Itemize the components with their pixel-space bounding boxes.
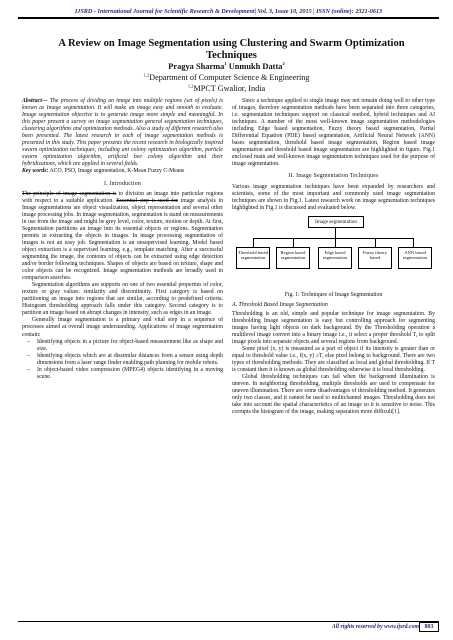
affiliation-institute bbox=[0, 84, 453, 93]
page-number: 803 bbox=[419, 622, 439, 632]
keywords-text: ACO, PSO, Image segmentation, K-Mean Fuzzy C-Means bbox=[48, 168, 185, 175]
diagram-node: Edge based segmentation bbox=[318, 247, 352, 269]
author-1-sup: 1 bbox=[224, 61, 227, 67]
affil2-text: MPCT Gwalior, India bbox=[193, 84, 266, 93]
right-paragraph-4: Some pixel (x, y) is measured as a part of object if its intensity is greater than or equal to threshold value i.e., f(x, y) ≥T, else pixel belong to background. There are two types of thresholding methods. They are classified as local and global thresholding. If T is constant then it is known as global thresholding otherwise it is local thresholding. bbox=[232, 346, 435, 374]
keywords-label: Key words: bbox=[22, 168, 49, 175]
diagram-connector bbox=[375, 238, 376, 247]
diagram-connector bbox=[335, 228, 336, 238]
struck-text-1: The principle of image segmentation is bbox=[22, 190, 117, 197]
affil1-sup: 1,2 bbox=[143, 72, 150, 78]
list-item-text: Identifying objects which are at dissimilar distances from a sensor using depth dimensions from a laser range finder enabling path planning for mobile robots. bbox=[37, 352, 223, 366]
affil1-text: Department of Computer Science & Engineering bbox=[149, 73, 310, 82]
right-column bbox=[232, 98, 435, 417]
diagram-connector bbox=[413, 238, 414, 247]
bullet-dash: – bbox=[27, 338, 30, 345]
abstract-label: Abstract— bbox=[22, 98, 48, 104]
paper-authors bbox=[0, 62, 453, 71]
diagram-node: ANN based segmentation bbox=[398, 247, 432, 269]
footer-rule bbox=[18, 621, 439, 622]
bullet-dash: – bbox=[27, 366, 30, 373]
abstract-text: The process of dividing an image into multiple regions (set of pixels) is known as Image segmentation. It will make an image easy and smooth to evaluate. Image segmentation objective is to generate image more simple and meaningful. In this paper present a survey on image segmentation general segmentation techniques, clustering algorithms and optimization methods. Also a study of different research also been presented. The latest research in each of image segmentation methods is presented in this study. This paper presents the recent research in biologically inspired swarm optimization techniques, including ant colony optimization algorithm, particle swarm optimization algorithm, artificial bee colony algorithm and their hybridizations, which are applied in several fields. bbox=[22, 98, 223, 168]
left-column bbox=[22, 98, 223, 381]
subsection-heading-threshold: A. Threshold Based Image Segmentation bbox=[232, 301, 328, 308]
keywords bbox=[22, 168, 223, 175]
diagram-node: Threshold based segmentation bbox=[236, 247, 270, 269]
intro-paragraph-1 bbox=[22, 191, 223, 283]
struck-text-2: Essential step is used for bbox=[116, 197, 178, 204]
diagram-node: Region based segmentation bbox=[276, 247, 310, 269]
list-item bbox=[22, 339, 223, 353]
list-item bbox=[22, 367, 223, 381]
list-item bbox=[22, 353, 223, 367]
journal-header: IJSRD - International Journal for Scientific Research & Development| Vol. 3, Issue 10, 2015 | ISSN (online): 2321-0613 bbox=[74, 8, 383, 15]
diagram-connector bbox=[253, 238, 254, 247]
diagram-root-node: Image segmentation bbox=[308, 216, 364, 228]
figure-segmentation-diagram bbox=[232, 214, 435, 290]
diagram-connector bbox=[293, 238, 294, 247]
bullet-dash: – bbox=[27, 352, 30, 359]
right-paragraph-3: Thresholding is an old, simple and popular technique for image segmentation. By thresholding Image segmentation is easy but controlling approach for segmenting images having light objects on dark background. By the Thresholding operation a multilevel image convert into a binary image i.e., it select a proper threshold T, to split image pixels into separate objects and several regions from background. bbox=[232, 310, 435, 345]
intro-p1-a: to division an image into particular regions with respect to a suitable application. bbox=[22, 190, 223, 204]
author-2-sup: 2 bbox=[282, 61, 285, 67]
abstract bbox=[22, 98, 223, 168]
intro-paragraph-2: Segmentation algorithms are supports on one of two essential properties of color, texture or gray values: similarity and discontinuity. First category is based on partitioning an image into regions that are similar, according to predefined criteria. Histogram thresholding approach falls under this category. Second category is to partition an image based on abrupt changes in intensity, such as edges in an image. bbox=[22, 282, 223, 317]
author-2: Unmukh Datta bbox=[226, 62, 283, 71]
diagram-node: Fuzzy theory based bbox=[358, 247, 392, 269]
diagram-connector bbox=[335, 238, 336, 247]
right-paragraph-1: Since a technique applied to single image may not remain doing well to other type of images, therefore segmentation methods have been separated into three categories, i.e. segmentation techniques support on classical method, hybrid techniques and AI techniques. A number of the most well-known image segmentation methodologies including Edge based segmentation, Fuzzy theory based segmentation, Partial Differential Equation (PDE) based segmentation, Artificial Neural Network (ANN) bases segmentation, threshold based image segmentation, Region based image segmentation and threshold based image segmentation are highlighted in figure. Fig.1 enclosed main and well-known image segmentation techniques used for the purpose of image segmentation. bbox=[232, 98, 435, 168]
header-rule bbox=[18, 17, 439, 19]
section-heading-techniques: II. Image Segmentation Techniques bbox=[288, 173, 379, 180]
intro-p1-b: image analysis in Image segmentations are object visualization, object representation and several other image processing jobs. In image segmentation, segmentation is stand on measurements in use from the image and might be grey level, color, texture, motion or depth. At first, Segmentation partitions an image into its essential objects or regions. Segmentation permits in extracting the objects in images. In image processing segmentation of images is not an easy job. Segmentation is an unsupervised learning. Model based object extraction is a supervised learning, e.g., template matching. After a successful segmenting the image, the contours of objects can be extracted using edge detection and/or border following techniques. Shapes of objects are based on texture, shape and color objects can be recognized. Image segmentation methods are broadly used in comparison searches. bbox=[22, 197, 223, 282]
author-1: Pragya Sharma bbox=[168, 62, 225, 71]
right-paragraph-2: Various image segmentation techniques have been expanded by researchers and scientists, some of the most important and commonly used image segmentation techniques are shown in Fig.1. Latest research work on image segmentation techniques highlighted in Fig.1 is discussed and evaluated below. bbox=[232, 183, 435, 211]
footer-rights: All rights reserved by www.ijsrd.com bbox=[331, 624, 419, 630]
paper-title: A Review on Image Segmentation using Clustering and Swarm Optimization Techniques bbox=[58, 38, 405, 61]
intro-paragraph-3: Generally image segmentation is a primary and vital step in a sequence of processes aimed at overall image understanding. Applications of image segmentation contain: bbox=[22, 317, 223, 338]
list-item-text: Identifying objects in a picture for object-based measurement like as shape and size. bbox=[37, 338, 223, 352]
diagram-connector bbox=[253, 238, 413, 239]
figure-caption: Fig. 1: Techniques of Image Segmentation bbox=[284, 291, 383, 298]
right-paragraph-5: Global thresholding techniques can fail when the background illumination is uneven. In neighboring thresholding, multiple thresholds are used to compensate for uneven illumination. There are some disadvantages of thresholding method. It generates only two classes, and it cannot be used to multichannel images. Thresholding does not take into account the spatial characteristics of an image so it is sensitive to noise. This corrupts the histogram of the image, making separation more difficult[1]. bbox=[232, 374, 435, 416]
list-item-text: In object-based video compression (MPEG4) objects identifying in a moving scene. bbox=[37, 366, 223, 380]
affil2-sup: 1,2 bbox=[187, 83, 194, 89]
affiliation-department bbox=[0, 73, 453, 82]
section-heading-introduction: I. Introduction bbox=[103, 180, 142, 187]
